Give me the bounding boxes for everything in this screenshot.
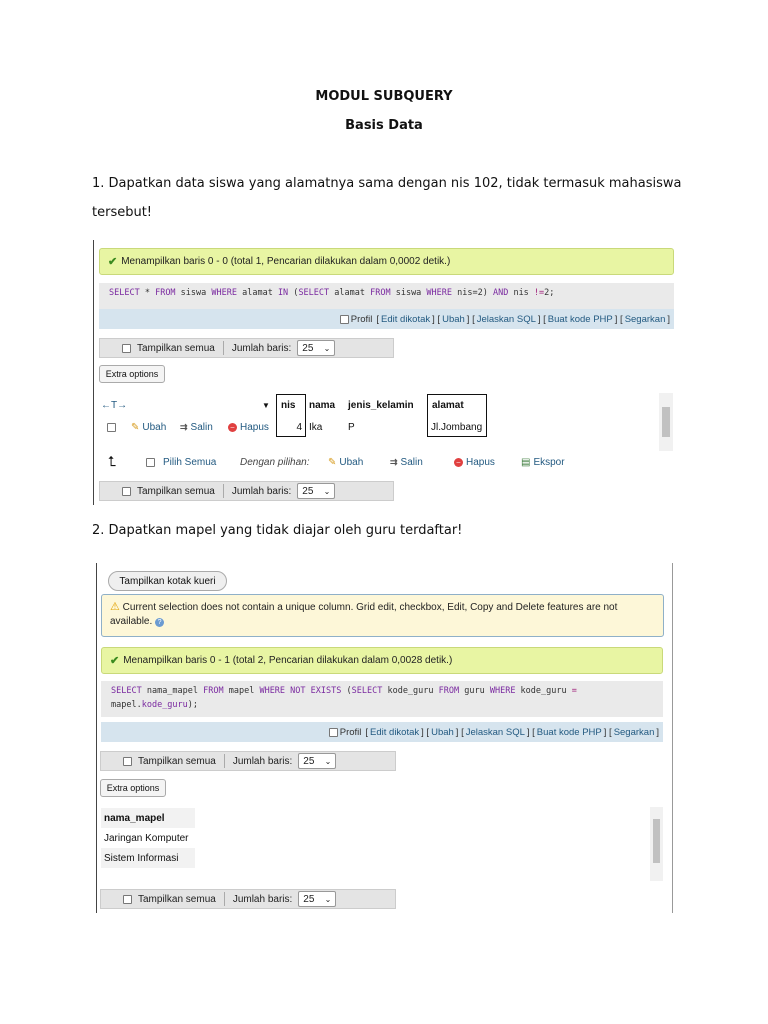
- sql-token: EXISTS: [310, 686, 342, 696]
- delete-icon: –: [454, 458, 463, 467]
- edit-inline-link[interactable]: Edit dikotak: [381, 313, 431, 325]
- sql-token: siswa: [390, 288, 427, 298]
- navigation-bar-top: [99, 338, 394, 358]
- bulk-export-label: Ekspor: [533, 456, 565, 468]
- sql-token: SELECT: [111, 686, 142, 696]
- check-icon: ✔: [110, 655, 120, 667]
- rows-select[interactable]: [297, 483, 335, 499]
- table-2-scrollbar[interactable]: [650, 807, 663, 881]
- sql-query: [99, 283, 674, 309]
- column-header-jenis-kelamin[interactable]: jenis_kelamin: [348, 399, 414, 411]
- question-2: 2. Dapatkan mapel yang tidak diajar oleh guru terdaftar!: [92, 523, 463, 538]
- help-icon[interactable]: ?: [155, 618, 164, 627]
- sql-token: !=: [533, 288, 545, 298]
- chevron-down-icon: ⌄: [323, 486, 331, 496]
- refresh-link[interactable]: Segarkan: [613, 726, 655, 738]
- row-checkbox[interactable]: [107, 420, 116, 434]
- rows-select[interactable]: [297, 340, 335, 356]
- show-all-label: Tampilkan semua: [137, 342, 215, 354]
- export-icon: ▤: [521, 456, 531, 468]
- table-row[interactable]: Sistem Informasi: [101, 848, 195, 868]
- show-all-checkbox[interactable]: [122, 344, 131, 353]
- check-icon: ✔: [108, 256, 118, 268]
- rows-select[interactable]: [298, 753, 336, 769]
- sql-token: nama_mapel: [141, 686, 204, 696]
- select-all-link[interactable]: Pilih Semua: [163, 456, 217, 468]
- sql-token: FROM: [155, 288, 176, 298]
- row-delete-label: Hapus: [240, 421, 269, 433]
- sql-token: FROM: [203, 686, 224, 696]
- sql-token: mapel: [223, 686, 260, 696]
- row-delete-action[interactable]: [228, 420, 269, 434]
- sql-token: IN: [277, 288, 289, 298]
- edit-link[interactable]: Ubah: [431, 726, 454, 738]
- profil-checkbox[interactable]: [329, 728, 338, 737]
- sql-token: FROM: [370, 288, 391, 298]
- delete-icon: –: [228, 423, 237, 432]
- bulk-delete-label: Hapus: [466, 456, 495, 468]
- pencil-icon: ✎: [131, 421, 140, 433]
- explain-sql-link[interactable]: Jelaskan SQL: [465, 726, 525, 738]
- sql-token: nis: [508, 288, 534, 298]
- success-message: [101, 647, 663, 674]
- divider: [223, 484, 224, 498]
- bulk-export-action[interactable]: [521, 455, 565, 469]
- table-nav-arrows[interactable]: ←T→: [101, 399, 128, 411]
- explain-sql-link[interactable]: Jelaskan SQL: [476, 313, 536, 325]
- sql-token: alamat: [329, 288, 371, 298]
- sql-token: kode_guru: [515, 686, 572, 696]
- screenshot-2-border-right: [672, 563, 673, 913]
- sql-token: SELECT: [109, 288, 140, 298]
- column-header-nis-label: nis: [281, 400, 296, 411]
- extra-options-button[interactable]: Extra options: [99, 365, 165, 383]
- sql-token: alamat: [236, 288, 278, 298]
- with-selected-label: Dengan pilihan:: [240, 456, 310, 468]
- copy-icon: ⇉: [390, 456, 398, 467]
- edit-inline-link[interactable]: Edit dikotak: [370, 726, 420, 738]
- cell-alamat[interactable]: Jl.Jombang: [431, 421, 483, 433]
- cell-nama[interactable]: Ika: [309, 421, 323, 433]
- profil-label: Profil: [339, 726, 362, 738]
- rows-select-value: 25: [303, 755, 315, 767]
- question-1-line-2: tersebut!: [92, 205, 153, 220]
- rows-label: Jumlah baris:: [231, 342, 292, 354]
- row-edit-action[interactable]: [131, 420, 166, 434]
- question-1-line-1: 1. Dapatkan data siswa yang alamatnya sama dengan nis 102, tidak termasuk mahasiswa: [92, 176, 682, 191]
- column-header-nama[interactable]: nama: [309, 399, 336, 411]
- sql-token: SELECT: [351, 686, 383, 696]
- rows-label: Jumlah baris:: [232, 893, 293, 905]
- show-all-checkbox[interactable]: [123, 757, 132, 766]
- rows-select-value: 25: [302, 485, 314, 497]
- show-query-box-button[interactable]: Tampilkan kotak kueri: [108, 571, 227, 591]
- sql-token: 2;: [544, 288, 555, 298]
- sql-token: kode_guru: [382, 686, 439, 696]
- select-all-checkbox[interactable]: [146, 455, 155, 469]
- edit-link[interactable]: Ubah: [442, 313, 465, 325]
- create-php-link[interactable]: Buat kode PHP: [547, 313, 613, 325]
- sql-token: mapel.: [111, 700, 142, 710]
- column-header-alamat-label: alamat: [432, 400, 464, 411]
- sql-token: WHERE: [489, 686, 516, 696]
- bulk-copy-label: Salin: [400, 456, 423, 468]
- sql-token: );: [187, 700, 199, 710]
- sql-token: guru: [459, 686, 490, 696]
- sql-token: WHERE: [259, 686, 286, 696]
- scrollbar-thumb[interactable]: [662, 407, 670, 437]
- query-links-bar: Profil [ Edit dikotak ] [ Ubah ] [ Jelaskan SQL ] [ Buat kode PHP ] [ Segarkan ]: [101, 722, 663, 742]
- refresh-link[interactable]: Segarkan: [624, 313, 666, 325]
- bulk-delete-action[interactable]: [454, 455, 495, 469]
- navigation-bar-bottom: [99, 481, 394, 501]
- sql-token: (: [341, 686, 352, 696]
- rows-label: Jumlah baris:: [232, 755, 293, 767]
- screenshot-2-border-left: [96, 563, 97, 913]
- screenshot-1-border: [93, 240, 94, 505]
- copy-icon: ⇉: [180, 421, 188, 432]
- column-header-nama-mapel[interactable]: nama_mapel: [101, 808, 195, 828]
- sql-token: FROM: [438, 686, 460, 696]
- table-row[interactable]: Jaringan Komputer: [104, 832, 189, 844]
- bulk-edit-action[interactable]: [328, 455, 363, 469]
- sql-token: WHERE: [426, 288, 453, 298]
- scrollbar-thumb[interactable]: [653, 819, 660, 863]
- cell-jenis-kelamin[interactable]: P: [348, 421, 355, 433]
- sql-token: (: [288, 288, 299, 298]
- show-all-label: Tampilkan semua: [137, 485, 215, 497]
- profil-label: Profil: [350, 313, 373, 325]
- divider: [223, 341, 224, 355]
- create-php-link[interactable]: Buat kode PHP: [536, 726, 602, 738]
- warning-icon: ⚠: [110, 601, 120, 613]
- sql-token: AND: [492, 288, 509, 298]
- success-message-text: Menampilkan baris 0 - 1 (total 2, Pencarian dilakukan dalam 0,0028 detik.): [123, 655, 453, 666]
- arrow-up-left-icon: ⮤: [108, 452, 117, 469]
- pencil-icon: ✎: [328, 456, 337, 468]
- success-message-text: Menampilkan baris 0 - 0 (total 1, Pencarian dilakukan dalam 0,0002 detik.): [121, 256, 451, 267]
- rows-label: Jumlah baris:: [231, 485, 292, 497]
- sql-token: NOT: [290, 686, 306, 696]
- navigation-bar-bottom: [100, 889, 396, 909]
- sql-token: siswa: [175, 288, 212, 298]
- bulk-copy-action[interactable]: [390, 455, 423, 469]
- sort-icon[interactable]: ▼: [262, 400, 270, 410]
- show-all-checkbox[interactable]: [123, 895, 132, 904]
- rows-select-value: 25: [302, 342, 314, 354]
- table-1-scrollbar[interactable]: [659, 393, 673, 451]
- success-message: [99, 248, 674, 275]
- row-copy-label: Salin: [190, 421, 213, 433]
- divider: [224, 754, 225, 768]
- chevron-down-icon: ⌄: [324, 894, 332, 904]
- rows-select[interactable]: [298, 891, 336, 907]
- warning-message: [101, 594, 664, 637]
- extra-options-button[interactable]: Extra options: [100, 779, 166, 797]
- chevron-down-icon: ⌄: [324, 756, 332, 766]
- sql-token: WHERE: [211, 288, 237, 298]
- sql-query: [101, 681, 663, 717]
- sql-token: kode_guru: [141, 700, 188, 710]
- show-all-checkbox[interactable]: [122, 487, 131, 496]
- profil-checkbox[interactable]: [340, 315, 349, 324]
- page-subtitle: Basis Data: [345, 118, 423, 133]
- sql-token: SELECT: [298, 288, 330, 298]
- divider: [224, 892, 225, 906]
- show-all-label: Tampilkan semua: [138, 893, 216, 905]
- row-copy-action[interactable]: [180, 420, 213, 434]
- sql-token: *: [139, 288, 156, 298]
- cell-nis[interactable]: 4: [296, 421, 302, 433]
- show-all-label: Tampilkan semua: [138, 755, 216, 767]
- bulk-edit-label: Ubah: [339, 456, 364, 468]
- warning-text-line-1: Current selection does not contain a unique column. Grid edit, checkbox, Edit, Copy and Delete features are not: [122, 602, 618, 613]
- sql-token: nis=2): [452, 288, 493, 298]
- query-links-bar: Profil [ Edit dikotak ] [ Ubah ] [ Jelaskan SQL ] [ Buat kode PHP ] [ Segarkan ]: [99, 309, 674, 329]
- sql-token: =: [571, 686, 577, 696]
- warning-text-line-2: available.: [110, 616, 153, 627]
- rows-select-value: 25: [303, 893, 315, 905]
- row-edit-label: Ubah: [142, 421, 167, 433]
- chevron-down-icon: ⌄: [323, 343, 331, 353]
- navigation-bar-top: [100, 751, 396, 771]
- page-title: MODUL SUBQUERY: [315, 89, 453, 104]
